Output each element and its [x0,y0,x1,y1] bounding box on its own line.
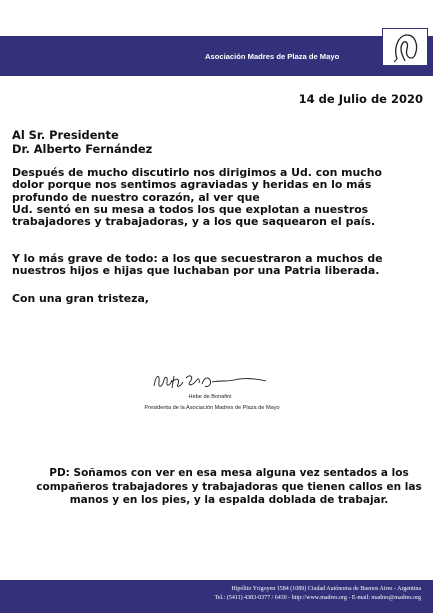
footer-contact [215,585,421,603]
closing-line [12,293,422,305]
signer-title: Presidenta de la Asociación Madres de Plaza de Mayo [144,405,280,411]
recipient-line: Dr. Alberto Fernández [12,142,153,156]
letter-date: 14 de Julio de 2020 [298,92,423,106]
organization-name: Asociación Madres de Plaza de Mayo [205,52,340,61]
footer-contact-line: Tel.: (5411) 4383-0377 / 6430 - http://www.madres.org - E-mail: madres@madres.org [214,595,421,601]
postscript-line: PD: Soñamos con ver en esa mesa alguna vez sentados a los [49,467,409,479]
paragraph-line: dolor porque nos sentimos agraviadas y heridas en lo más [12,178,372,192]
postscript-line: manos y en los pies, y la espalda doblada de trabajar. [69,494,389,507]
signer-name: Hebe de Bonafini [188,394,232,400]
paragraph-line: Después de mucho discutirlo nos dirigimos a Ud. con mucho [12,166,382,179]
footer-address: Hipólito Yrigoyen 1584 (1089) Ciudad Autónoma de Buenos Aires - Argentina [231,586,421,592]
paragraph-line: Con una gran tristeza, [12,292,149,305]
letter-paragraph [12,253,422,278]
paragraph-line: profundo de nuestro corazón, al ver que [12,190,260,204]
recipient-block [12,128,152,156]
handwritten-signature [150,368,270,394]
paragraph-line: Ud. sentó en su mesa a todos los que explotan a nuestros [12,202,369,216]
letter-paragraph [12,167,422,228]
recipient-line: Al Sr. Presidente [12,128,119,142]
white-headscarf-logo-icon [383,29,427,65]
organization-logo [382,28,428,66]
paragraph-line: trabajadores y trabajadoras, y a los que saquearon el país. [12,215,376,229]
paragraph-line: nuestros hijos e hijas que luchaban por una Patria liberada. [12,264,380,278]
paragraph-line: Y lo más grave de todo: a los que secuestraron a muchos de [12,252,383,265]
postscript-line: compañeros trabajadores y trabajadoras que tienen callos en las [36,480,422,493]
postscript [34,467,424,508]
